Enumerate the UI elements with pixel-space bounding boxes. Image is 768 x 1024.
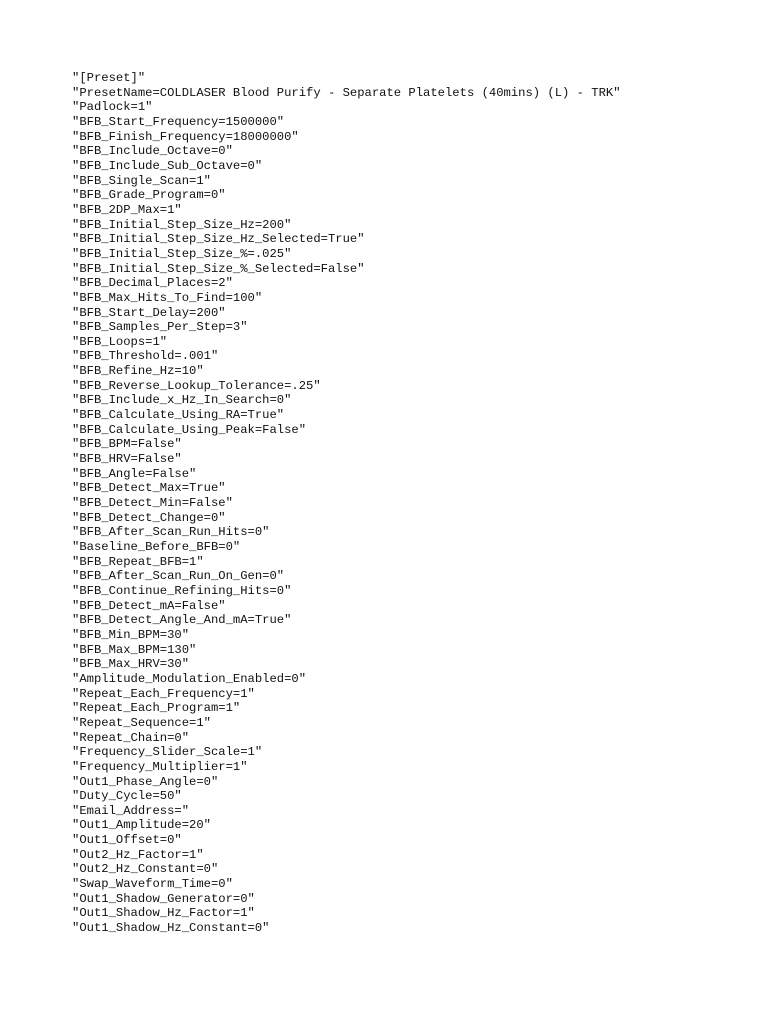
doc-line: "BFB_Initial_Step_Size_%=.025" [72,246,292,261]
doc-line: "BFB_BPM=False" [72,437,182,452]
doc-line: "BFB_Include_Octave=0" [72,144,233,159]
doc-line: "Out2_Hz_Factor=1" [72,847,204,862]
doc-line: "BFB_Include_Sub_Octave=0" [72,158,263,173]
doc-line: "[Preset]" [72,71,146,85]
doc-line: "Padlock=1" [72,100,153,115]
doc-line: "BFB_Max_Hits_To_Find=100" [72,290,263,305]
doc-line: "Email_Address=" [72,803,190,818]
doc-line: "Duty_Cycle=50" [72,789,182,804]
doc-line: "BFB_2DP_Max=1" [72,202,182,217]
doc-line: "BFB_Threshold=.001" [72,349,219,364]
doc-line: "Swap_Waveform_Time=0" [72,877,233,892]
doc-line: "BFB_Max_BPM=130" [72,642,197,657]
doc-line: "PresetName=COLDLASER Blood Purify - Separate Platelets (40mins) (L) - TRK" [72,85,621,100]
doc-line: "BFB_Samples_Per_Step=3" [72,320,248,335]
doc-line: "BFB_Single_Scan=1" [72,173,211,188]
doc-line: "Out1_Offset=0" [72,833,182,848]
doc-line: "BFB_Start_Frequency=1500000" [72,114,285,129]
doc-line: "Repeat_Each_Frequency=1" [72,686,255,701]
doc-line: "Frequency_Slider_Scale=1" [72,745,263,760]
doc-line: "BFB_Initial_Step_Size_Hz=200" [72,217,292,232]
doc-line: "BFB_Finish_Frequency=18000000" [72,129,299,144]
doc-line: "BFB_Max_HRV=30" [72,657,190,672]
doc-line: "Out1_Shadow_Hz_Constant=0" [72,921,270,936]
preset-document [72,71,752,936]
doc-line: "BFB_Include_x_Hz_In_Search=0" [72,393,292,408]
doc-line: "BFB_HRV=False" [72,452,182,467]
doc-line: "BFB_Detect_Max=True" [72,481,226,496]
doc-line: "BFB_After_Scan_Run_Hits=0" [72,525,270,540]
doc-line: "Repeat_Each_Program=1" [72,701,241,716]
doc-line: "BFB_Calculate_Using_RA=True" [72,408,285,423]
doc-line: "BFB_Initial_Step_Size_Hz_Selected=True" [72,232,365,247]
doc-line: "BFB_Refine_Hz=10" [72,364,204,379]
doc-line: "BFB_Loops=1" [72,334,168,349]
doc-line: "BFB_Calculate_Using_Peak=False" [72,422,307,437]
doc-line: "Frequency_Multiplier=1" [72,759,248,774]
doc-line: "BFB_Decimal_Places=2" [72,276,233,291]
doc-line: "BFB_Initial_Step_Size_%_Selected=False" [72,261,365,276]
doc-line: "BFB_Detect_mA=False" [72,598,226,613]
doc-line: "Repeat_Sequence=1" [72,715,211,730]
doc-line: "Amplitude_Modulation_Enabled=0" [72,671,307,686]
doc-line: "Out1_Amplitude=20" [72,818,211,833]
doc-line: "Out2_Hz_Constant=0" [72,862,219,877]
doc-line: "Out1_Shadow_Hz_Factor=1" [72,906,255,921]
doc-line: "BFB_Detect_Angle_And_mA=True" [72,613,292,628]
doc-line: "BFB_Start_Delay=200" [72,305,226,320]
doc-line: "Out1_Phase_Angle=0" [72,774,219,789]
doc-line: "BFB_Repeat_BFB=1" [72,554,204,569]
doc-line: "BFB_Continue_Refining_Hits=0" [72,583,292,598]
doc-line: "Repeat_Chain=0" [72,730,190,745]
doc-line: "BFB_Detect_Change=0" [72,510,226,525]
doc-line: "Baseline_Before_BFB=0" [72,540,241,554]
doc-line: "BFB_Min_BPM=30" [72,627,190,642]
doc-line: "BFB_Angle=False" [72,466,197,481]
doc-line: "BFB_Detect_Min=False" [72,496,233,511]
doc-line: "Out1_Shadow_Generator=0" [72,891,255,906]
doc-line: "BFB_Reverse_Lookup_Tolerance=.25" [72,378,321,393]
doc-line: "BFB_After_Scan_Run_On_Gen=0" [72,569,285,584]
doc-line: "BFB_Grade_Program=0" [72,188,226,203]
